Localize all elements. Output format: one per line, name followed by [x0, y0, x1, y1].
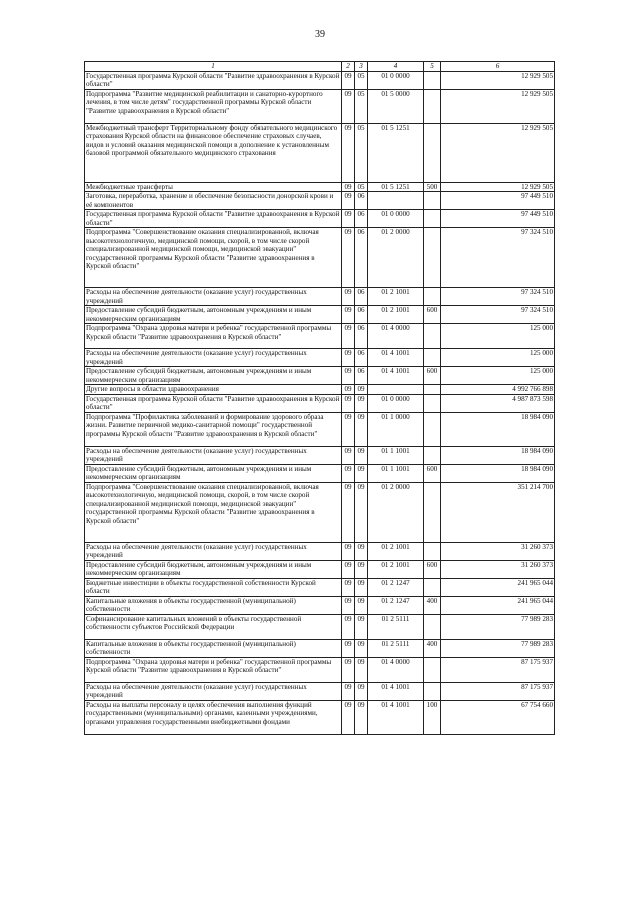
cell-pr: 09: [355, 596, 368, 614]
cell-pr: 09: [355, 700, 368, 734]
cell-vr: 600: [424, 306, 441, 324]
cell-name: Предоставление субсидий бюджетным, автономным учреждениям и иным некоммерческим организациям: [85, 464, 342, 482]
cell-rz: 09: [342, 288, 355, 306]
cell-sum: 87 175 937: [441, 657, 555, 682]
cell-pr: 09: [355, 446, 368, 464]
header-csr: 4: [368, 62, 424, 72]
cell-name: Предоставление субсидий бюджетным, автономным учреждениям и иным некоммерческим организациям: [85, 560, 342, 578]
cell-vr: [424, 228, 441, 288]
table-row: [85, 596, 555, 614]
cell-csr: 01 2 1001: [368, 306, 424, 324]
cell-vr: [424, 614, 441, 639]
cell-rz: 09: [342, 192, 355, 210]
cell-csr: 01 1 0000: [368, 412, 424, 446]
cell-name: Предоставление субсидий бюджетным, автономным учреждениям и иным некоммерческим организациям: [85, 306, 342, 324]
cell-vr: [424, 657, 441, 682]
cell-rz: 09: [342, 412, 355, 446]
table-row: [85, 542, 555, 560]
cell-rz: 09: [342, 306, 355, 324]
table-row: [85, 614, 555, 639]
cell-csr: 01 2 1247: [368, 578, 424, 596]
cell-name: Предоставление субсидий бюджетным, автономным учреждениям и иным некоммерческим организациям: [85, 367, 342, 385]
cell-csr: 01 4 0000: [368, 657, 424, 682]
cell-rz: 09: [342, 89, 355, 123]
table-row: [85, 288, 555, 306]
cell-sum: 77 989 283: [441, 614, 555, 639]
cell-pr: 05: [355, 71, 368, 89]
cell-vr: 400: [424, 639, 441, 657]
cell-csr: 01 4 1001: [368, 349, 424, 367]
cell-vr: [424, 210, 441, 228]
cell-csr: 01 1 1001: [368, 464, 424, 482]
table-row: [85, 367, 555, 385]
cell-name: Другие вопросы в области здравоохранения: [85, 385, 342, 395]
cell-rz: 09: [342, 657, 355, 682]
table-row: [85, 228, 555, 288]
cell-rz: 09: [342, 123, 355, 182]
cell-vr: 600: [424, 367, 441, 385]
header-pr: 3: [355, 62, 368, 72]
cell-sum: 87 175 937: [441, 682, 555, 700]
cell-csr: 01 4 0000: [368, 324, 424, 349]
cell-sum: 97 324 510: [441, 288, 555, 306]
table-header-row: [85, 62, 555, 72]
cell-sum: 97 449 510: [441, 192, 555, 210]
cell-name: Подпрограмма "Профилактика заболеваний и формирование здорового образа жизни. Развитие первичной медико-санитарной помощи" государственной программы Курской области "Развитие здравоохранения в Курской области": [85, 412, 342, 446]
cell-pr: 09: [355, 394, 368, 412]
cell-name: Расходы на обеспечение деятельности (оказание услуг) государственных учреждений: [85, 446, 342, 464]
cell-vr: [424, 385, 441, 395]
cell-rz: 09: [342, 542, 355, 560]
cell-name: Государственная программа Курской области "Развитие здравоохранения в Курской области": [85, 210, 342, 228]
page-number: 39: [315, 29, 325, 40]
cell-rz: 09: [342, 578, 355, 596]
cell-sum: 12 929 505: [441, 71, 555, 89]
table-row: [85, 464, 555, 482]
cell-name: Межбюджетные трансферты: [85, 182, 342, 192]
cell-name: Межбюджетный трансферт Территориальному фонду обязательного медицинского страхования Курской области на финансовое обеспечение страховых случаев, видов и условий оказания медицинской помощи в дополнение к установленным базовой программой обязательного медицинского страхования: [85, 123, 342, 182]
cell-csr: 01 2 1001: [368, 542, 424, 560]
cell-pr: 09: [355, 639, 368, 657]
cell-pr: 05: [355, 89, 368, 123]
cell-vr: 500: [424, 182, 441, 192]
header-rz: 2: [342, 62, 355, 72]
cell-pr: 09: [355, 614, 368, 639]
cell-pr: 09: [355, 464, 368, 482]
cell-rz: 09: [342, 639, 355, 657]
cell-name: Заготовка, переработка, хранение и обеспечение безопасности донорской крови и её компонентов: [85, 192, 342, 210]
cell-sum: 12 929 505: [441, 182, 555, 192]
cell-sum: 241 965 044: [441, 578, 555, 596]
cell-rz: 09: [342, 482, 355, 542]
cell-vr: [424, 578, 441, 596]
cell-rz: 09: [342, 596, 355, 614]
cell-name: Подпрограмма "Совершенствование оказания специализированной, включая высокотехнологичную, медицинской помощи, скорой, в том числе скорой специализированной медицинской помощи, медицинской эвакуации" государственной программы Курской области "Развитие здравоохранения в Курской области": [85, 482, 342, 542]
cell-sum: 12 929 505: [441, 123, 555, 182]
cell-sum: 18 984 090: [441, 464, 555, 482]
cell-name: Подпрограмма "Охрана здоровья матери и ребенка" государственной программы Курской области "Развитие здравоохранения в Курской области": [85, 324, 342, 349]
cell-pr: 09: [355, 412, 368, 446]
cell-csr: 01 4 1001: [368, 367, 424, 385]
cell-csr: 01 5 0000: [368, 89, 424, 123]
table-row: [85, 560, 555, 578]
cell-name: Государственная программа Курской области "Развитие здравоохранения в Курской области": [85, 71, 342, 89]
cell-sum: 18 984 090: [441, 446, 555, 464]
cell-sum: 97 324 510: [441, 306, 555, 324]
cell-sum: 12 929 505: [441, 89, 555, 123]
cell-vr: [424, 324, 441, 349]
cell-vr: [424, 89, 441, 123]
cell-name: Расходы на обеспечение деятельности (оказание услуг) государственных учреждений: [85, 349, 342, 367]
cell-csr: 01 4 1001: [368, 700, 424, 734]
cell-csr: 01 0 0000: [368, 394, 424, 412]
cell-sum: 97 324 510: [441, 228, 555, 288]
table-row: [85, 657, 555, 682]
cell-rz: 09: [342, 228, 355, 288]
table-row: [85, 578, 555, 596]
cell-csr: 01 1 1001: [368, 446, 424, 464]
cell-vr: [424, 682, 441, 700]
cell-csr: [368, 385, 424, 395]
cell-rz: 09: [342, 682, 355, 700]
cell-csr: 01 0 0000: [368, 71, 424, 89]
cell-vr: [424, 482, 441, 542]
cell-vr: [424, 412, 441, 446]
cell-pr: 09: [355, 560, 368, 578]
cell-sum: 241 965 044: [441, 596, 555, 614]
cell-sum: 125 000: [441, 367, 555, 385]
cell-name: Государственная программа Курской области "Развитие здравоохранения в Курской области": [85, 394, 342, 412]
cell-pr: 06: [355, 306, 368, 324]
cell-rz: 09: [342, 71, 355, 89]
cell-pr: 06: [355, 210, 368, 228]
cell-sum: 125 000: [441, 324, 555, 349]
table-row: [85, 446, 555, 464]
cell-vr: 600: [424, 560, 441, 578]
cell-csr: 01 2 0000: [368, 482, 424, 542]
cell-vr: [424, 542, 441, 560]
cell-vr: [424, 288, 441, 306]
cell-sum: 351 214 700: [441, 482, 555, 542]
table-row: [85, 385, 555, 395]
cell-name: Подпрограмма "Совершенствование оказания специализированной, включая высокотехнологичную, медицинской помощи, скорой, в том числе скорой специализированной медицинской помощи, медицинской эвакуации" государственной программы Курской области "Развитие здравоохранения в Курской области": [85, 228, 342, 288]
table-row: [85, 324, 555, 349]
budget-table: [84, 61, 555, 735]
cell-sum: 125 000: [441, 349, 555, 367]
cell-pr: 09: [355, 542, 368, 560]
cell-name: Расходы на обеспечение деятельности (оказание услуг) государственных учреждений: [85, 542, 342, 560]
header-sum: 6: [441, 62, 555, 72]
cell-name: Бюджетные инвестиции в объекты государственной собственности Курской области: [85, 578, 342, 596]
cell-csr: 01 2 1001: [368, 560, 424, 578]
cell-pr: 06: [355, 324, 368, 349]
cell-vr: 400: [424, 596, 441, 614]
table-row: [85, 123, 555, 182]
cell-csr: [368, 192, 424, 210]
cell-csr: 01 5 1251: [368, 123, 424, 182]
cell-pr: 09: [355, 657, 368, 682]
cell-vr: [424, 192, 441, 210]
cell-vr: [424, 446, 441, 464]
header-vr: 5: [424, 62, 441, 72]
cell-vr: [424, 349, 441, 367]
cell-name: Расходы на выплаты персоналу в целях обеспечения выполнения функций государственными (муниципальными) органами, казенными учреждениями, органами управления государственными внебюджетными фондами: [85, 700, 342, 734]
cell-rz: 09: [342, 614, 355, 639]
cell-rz: 09: [342, 210, 355, 228]
cell-name: Расходы на обеспечение деятельности (оказание услуг) государственных учреждений: [85, 682, 342, 700]
cell-vr: 600: [424, 464, 441, 482]
cell-vr: [424, 123, 441, 182]
cell-csr: 01 2 0000: [368, 228, 424, 288]
cell-name: Капитальные вложения в объекты государственной (муниципальной) собственности: [85, 639, 342, 657]
cell-csr: 01 2 5111: [368, 614, 424, 639]
cell-rz: 09: [342, 324, 355, 349]
cell-rz: 09: [342, 464, 355, 482]
table-row: [85, 210, 555, 228]
cell-pr: 05: [355, 123, 368, 182]
cell-csr: 01 0 0000: [368, 210, 424, 228]
table-row: [85, 192, 555, 210]
table-row: [85, 700, 555, 734]
table-row: [85, 71, 555, 89]
table-row: [85, 639, 555, 657]
cell-pr: 09: [355, 578, 368, 596]
cell-vr: [424, 71, 441, 89]
cell-rz: 09: [342, 349, 355, 367]
cell-pr: 06: [355, 228, 368, 288]
cell-pr: 06: [355, 367, 368, 385]
cell-sum: 67 754 660: [441, 700, 555, 734]
cell-sum: 31 260 373: [441, 542, 555, 560]
header-name: 1: [85, 62, 342, 72]
cell-sum: 97 449 510: [441, 210, 555, 228]
cell-sum: 18 984 090: [441, 412, 555, 446]
cell-pr: 09: [355, 385, 368, 395]
table-row: [85, 89, 555, 123]
cell-csr: 01 2 1001: [368, 288, 424, 306]
cell-name: Подпрограмма "Развитие медицинской реабилитации и санаторно-курортного лечения, в том числе детям" государственной программы Курской области "Развитие здравоохранения в Курской области": [85, 89, 342, 123]
cell-rz: 09: [342, 367, 355, 385]
cell-csr: 01 2 5111: [368, 639, 424, 657]
table-row: [85, 412, 555, 446]
cell-csr: 01 2 1247: [368, 596, 424, 614]
cell-pr: 05: [355, 182, 368, 192]
cell-pr: 06: [355, 192, 368, 210]
cell-sum: 4 987 873 598: [441, 394, 555, 412]
table-row: [85, 349, 555, 367]
cell-vr: 100: [424, 700, 441, 734]
cell-rz: 09: [342, 385, 355, 395]
cell-sum: 31 260 373: [441, 560, 555, 578]
cell-rz: 09: [342, 394, 355, 412]
cell-sum: 77 989 283: [441, 639, 555, 657]
cell-rz: 09: [342, 700, 355, 734]
table-row: [85, 682, 555, 700]
cell-rz: 09: [342, 560, 355, 578]
cell-name: Расходы на обеспечение деятельности (оказание услуг) государственных учреждений: [85, 288, 342, 306]
cell-vr: [424, 394, 441, 412]
table-row: [85, 394, 555, 412]
cell-name: Софинансирование капитальных вложений в объекты государственной собственности субъектов Российской Федерации: [85, 614, 342, 639]
cell-rz: 09: [342, 446, 355, 464]
cell-csr: 01 4 1001: [368, 682, 424, 700]
cell-rz: 09: [342, 182, 355, 192]
cell-pr: 09: [355, 482, 368, 542]
table-row: [85, 482, 555, 542]
cell-name: Подпрограмма "Охрана здоровья матери и ребенка" государственной программы Курской области "Развитие здравоохранения в Курской области": [85, 657, 342, 682]
cell-csr: 01 5 1251: [368, 182, 424, 192]
cell-pr: 06: [355, 349, 368, 367]
table-row: [85, 182, 555, 192]
cell-sum: 4 992 766 898: [441, 385, 555, 395]
cell-pr: 06: [355, 288, 368, 306]
cell-name: Капитальные вложения в объекты государственной (муниципальной) собственности: [85, 596, 342, 614]
table-row: [85, 306, 555, 324]
cell-pr: 09: [355, 682, 368, 700]
